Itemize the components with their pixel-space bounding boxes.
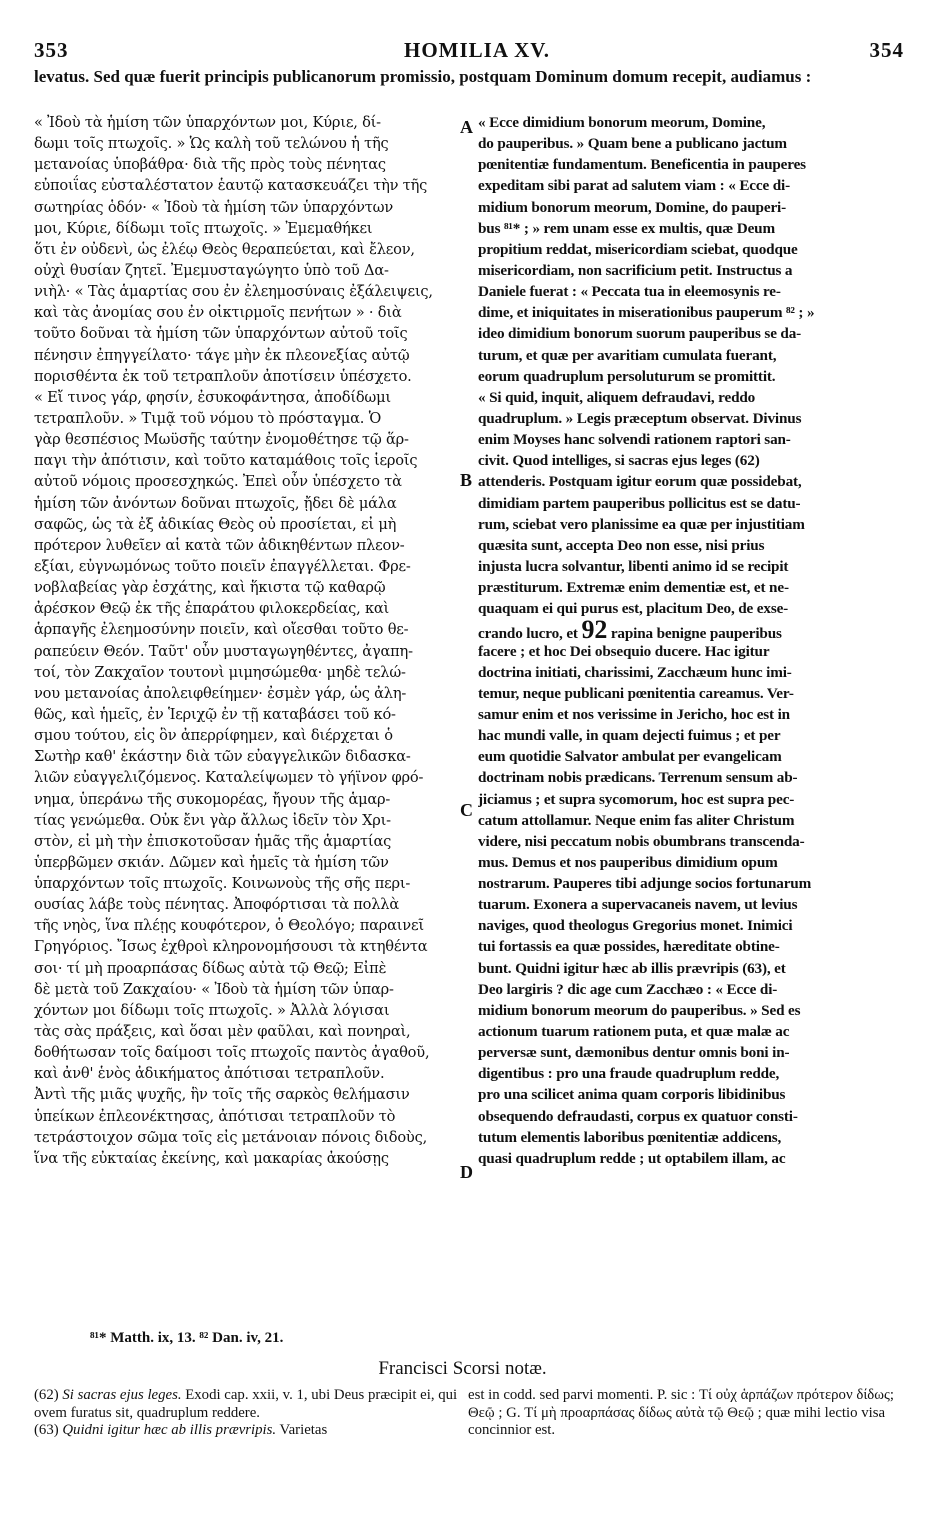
- greek-column: [34, 112, 459, 1169]
- greek-line: τετράστοιχον σῶμα τοῖς εἰς μετάνοιαν πόνοις διδοὺς,: [34, 1128, 428, 1146]
- latin-line-prefix: crando lucro, et: [478, 625, 582, 641]
- margin-letter-d: D: [460, 1162, 473, 1182]
- latin-line: jiciamus ; et supra sycomorum, hoc est supra pec-: [478, 790, 795, 808]
- margin-letter-c: C: [460, 800, 473, 820]
- latin-line: Daniele fuerat : « Peccata tua in eleemosynis re-: [478, 283, 781, 301]
- greek-line: σμου τούτου, εἰς ὃν ἀπερρίφημεν, καὶ διέρχεται ὁ: [34, 727, 393, 745]
- greek-line: νου μετανοίας ἀπολειφθείημεν· ἐσμὲν γάρ, ὡς ἀλη-: [34, 684, 407, 702]
- notes-title: Francisci Scorsi notæ.: [378, 1358, 547, 1379]
- greek-line: δὲ μετὰ τοῦ Ζακχαίου· « Ἰδοὺ τὰ ἡμίση τῶν ὑπαρ-: [34, 980, 394, 998]
- latin-line: præstiturum. Extremæ enim dementiæ est, et ne-: [478, 579, 789, 597]
- greek-line: νημα, ὑπεράνω τῆς συκομορέας, ἤγουν τῆς ἁμαρ-: [34, 790, 391, 808]
- latin-line: facere ; et hoc Dei obsequio ducere. Hac igitur: [478, 642, 770, 660]
- greek-line: καὶ ἀνθ' ἑνὸς ἀδικήματος ἀπότισαι τετραπλοῦν.: [34, 1065, 385, 1083]
- latin-line: bus ⁸¹* ; » rem unam esse ex multis, quæ Deum: [478, 219, 775, 237]
- latin-line: « Si quid, inquit, aliquem defraudavi, reddo: [478, 388, 756, 406]
- greek-line: δοθήτωσαν τοῖς δαίμοσι τοῖς πτωχοῖς παντὸς ἀγαθοῦ,: [34, 1044, 430, 1062]
- latin-line: dimidiam partem pauperibus pollicitus est se datu-: [478, 494, 801, 512]
- latin-line: actionum tuarum rationem puta, et quæ malæ ac: [478, 1023, 790, 1041]
- greek-line: τῆς νηὸς, ἵνα πλέῃς κουφότερον, ὁ Θεολόγο; παραινεῖ: [34, 917, 424, 935]
- greek-line: σαφῶς, ὡς τὰ ἐξ ἀδικίας Θεὸς οὐ προσίεται, εἰ μὴ: [34, 515, 397, 533]
- greek-line: πένησιν ἐπηγγείλατο· τάγε μὴν ἐκ πλεονεξίας αὐτῷ: [34, 346, 410, 364]
- note-62-lemma: Si sacras ejus leges.: [62, 1387, 182, 1403]
- greek-line: ραπεύειν Θεόν. Ταῦτ' οὖν μυσταγωγηθέντες, ἀγαπη-: [34, 642, 413, 660]
- latin-line: videre, nisi peccatum nobis obumbrans transcenda-: [478, 832, 805, 850]
- greek-line: εξίαι, εὐγνωμόνως τοῦτο ποιεῖν ἐπαγγέλλεται. Φρε-: [34, 557, 411, 575]
- greek-line: αὐτοῦ νόμοις προσεσχηκώς. Ἐπεὶ οὖν ὑπέσχετο τὰ: [34, 473, 402, 491]
- running-header: [34, 38, 904, 64]
- greek-line: ἀρέσκον Θεῷ ἐκ τῆς ἐπαράτου φιλοκερδείας, καὶ: [34, 600, 390, 618]
- greek-line: λιῶν εὐαγγελιζόμενος. Καταλείψωμεν τὸ γήϊνον φρό-: [34, 769, 424, 787]
- latin-line: attenderis. Postquam igitur eorum quæ possidebat,: [478, 473, 802, 491]
- greek-line: τὰς σὰς πράξεις, καὶ ὅσαι μὲν φαῦλαι, καὶ πονηραὶ,: [34, 1023, 411, 1041]
- page-title: HOMILIA XV.: [404, 38, 550, 62]
- latin-line: eorum quadruplum persoluturum se promittit.: [478, 367, 776, 385]
- latin-line: propitium reddat, misericordiam sciebat, quodque: [478, 240, 798, 258]
- page-number-left: 353: [34, 38, 69, 62]
- latin-line: catum attollamur. Neque enim fas aliter Christum: [478, 811, 795, 829]
- latin-line: tui fortassis ea quæ possides, hæreditate obtine-: [478, 938, 780, 956]
- latin-line: digentibus : pro una fraude quadruplum redde,: [478, 1065, 780, 1083]
- note-62-text: Exodi cap. xxii, v. 1, ubi Deus præcipit ei, qui ovem furatus sit, quadruplum reddere.: [34, 1387, 458, 1421]
- greek-line: στὸν, εἰ μὴ τὴν ἐπισκοτοῦσαν ἡμᾶς τῆς ἁμαρτίας: [34, 832, 392, 850]
- greek-line: γὰρ θεσπέσιος Μωϋσῆς ταύτην ἐνομοθέτησε τῷ ἅρ-: [34, 431, 409, 449]
- page-number-right: 354: [869, 38, 904, 62]
- latin-line: doctrina initiati, charissimi, Zacchæum hunc imi-: [478, 663, 792, 681]
- latin-column: [478, 112, 892, 1169]
- latin-line: perversæ sunt, dæmonibus dentur omnis boni in-: [478, 1044, 790, 1062]
- greek-line: τοῦτο δοῦναι τὰ ἡμίση τῶν ὑπαρχόντων αὐτοῦ τοῖς: [34, 325, 408, 343]
- footnotes-left: [34, 1387, 459, 1440]
- latin-line: do pauperibus. » Quam bene a publicano jactum: [478, 135, 787, 153]
- greek-line: « Ἰδοὺ τὰ ἡμίση τῶν ὑπαρχόντων μοι, Κύριε, δί-: [34, 114, 381, 131]
- note-63-text: Varietas: [276, 1422, 328, 1438]
- latin-line: midium bonorum meorum do pauperibus. » Sed es: [478, 1001, 801, 1019]
- greek-line: παγι τὴν ἀπότισιν, καὶ τοῦτο καταμάθοις τοῖς ἱεροῖς: [34, 452, 418, 470]
- latin-line: tuarum. Exonera a supervacaneis navem, ut levius: [478, 896, 798, 914]
- greek-line: δωμι τοῖς πτωχοῖς. » Ὡς καλὴ τοῦ τελώνου ἡ τῆς: [34, 135, 389, 153]
- greek-line: θῶς, καὶ ἡμεῖς, ἐν Ἱεριχῷ ἐν τῇ καταβάσει τοῦ κό-: [34, 705, 396, 723]
- greek-line: καὶ τὰς ἀνομίας σου ἐν οἰκτιρμοῖς πενήτων » · διὰ: [34, 304, 402, 322]
- latin-line-suffix: rapina benigne pauperibus: [607, 625, 782, 641]
- margin-letter-b: B: [460, 470, 473, 490]
- latin-line: mus. Demus et nos pauperibus dimidium opum: [478, 853, 778, 871]
- latin-line: turum, et quæ per avaritiam cumulata fuerant,: [478, 346, 777, 364]
- latin-line: civit. Quod intelliges, si sacras ejus leges (62): [478, 452, 760, 470]
- latin-line: hac mundi valle, in quam dejecti fuimus ; et per: [478, 727, 781, 745]
- note-62-label: (62): [34, 1387, 59, 1403]
- greek-line: εὐποιΐας εὐσταλέστατον ἑαυτῷ κατασκευάζει τὴν τῆς: [34, 177, 428, 195]
- latin-line: dime, et iniquitates in miserationibus pauperum ⁸² ; »: [478, 304, 815, 322]
- latin-line: Deo largiris ? dic age cum Zacchæo : « Ecce di-: [478, 980, 778, 998]
- greek-line: ὑπείκων ἐπλεονέκτησας, ἀπότισαι τετραπλοῦν τὸ: [34, 1107, 396, 1125]
- latin-line: temur, neque publicani pœnitentia careamus. Ver-: [478, 684, 794, 702]
- greek-line: τοί, τὸν Ζακχαῖον τουτονὶ μιμησώμεθα· μηδὲ τελώ-: [34, 663, 406, 681]
- greek-line: ἁρπαγῆς ἐλεημοσύνην ποιεῖν, καὶ οἴεσθαι τοῦτο θε-: [34, 621, 409, 639]
- greek-line: νιὴλ· « Τὰς ἁμαρτίας σου ἐν ἐλεημοσύναις ἐξάλειψεις,: [34, 283, 433, 301]
- greek-line: Γρηγόριος. Ἴσως ἐχθροὶ κληρονομήσουσι τὰ κτηθέντα: [34, 938, 428, 956]
- latin-line: pœnitentiæ fundamentum. Beneficentia in pauperes: [478, 156, 806, 174]
- note-63-lemma: Quidni igitur hæc ab illis prævripis.: [62, 1422, 277, 1438]
- latin-line: obsequendo defraudasti, corpus ex quatuor consti-: [478, 1107, 798, 1125]
- greek-line: χόντων μοι δίδωμι τοῖς πτωχοῖς. » Ἀλλὰ λόγισαι: [34, 1001, 390, 1019]
- greek-line: τετραπλοῦν. » Τιμᾷ τοῦ νόμου τὸ πρόσταγμα. Ὁ: [34, 409, 382, 427]
- intro-paragraph: levatus. Sed quæ fuerit principis publicanorum promissio, postquam Dominum domum recepit, audiamus :: [34, 67, 812, 86]
- greek-line: μετανοίας ὑποβάθρα· διὰ τῆς πρὸς τοὺς πένητας: [34, 156, 386, 174]
- greek-line: νοβλαβείας γὰρ ἐσχάτης, καὶ ἥκιστα τῷ καθαρῷ: [34, 579, 386, 597]
- greek-line: σωτηρίας ὁδόν· « Ἰδοὺ τὰ ἡμίση τῶν ὑπαρχόντων: [34, 198, 394, 216]
- latin-line: quaquam ei qui purus est, placitum Deo, de exse-: [478, 600, 789, 618]
- latin-line: doctrinam nobis prædicans. Terrenum sensum ab-: [478, 769, 798, 787]
- latin-line: tutum elementis laboribus pœnitentiæ addicens,: [478, 1128, 782, 1146]
- greek-line: ὑπερβῶμεν σκιάν. Δῶμεν καὶ ἡμεῖς τὰ ἡμίση τῶν: [34, 853, 389, 871]
- greek-line: ἵνα τῆς εὐκταίας ἐκείνης, καὶ μακαρίας ἀκούσῃς: [34, 1149, 389, 1167]
- latin-line: naviges, quod theologus Gregorius monet. Inimici: [478, 917, 793, 935]
- latin-line: enim Moyses hanc solvendi rationem raptori san-: [478, 431, 791, 449]
- greek-line: οὐχὶ θυσίαν ζητεῖ. Ἐμεμυσταγώγητο ὑπὸ τοῦ Δα-: [34, 261, 389, 279]
- latin-line: bunt. Quidni igitur hæc ab illis prævripis (63), et: [478, 959, 786, 977]
- greek-line: πορισθέντα ἐκ τοῦ τετραπλοῦν ἀποτίσειν ὑπέσχετο.: [34, 367, 412, 385]
- greek-line: πρότερον λυθεῖεν αἱ κατὰ τῶν ἀδικηθέντων πλεον-: [34, 536, 405, 554]
- greek-line: « Εἴ τινος γάρ, φησίν, ἐσυκοφάντησα, ἀποδίδωμι: [34, 388, 391, 406]
- greek-line: ουσίας λάβε τοὺς πένητας. Ἀποφόρτισαι τὰ πολλὰ: [34, 896, 400, 914]
- latin-line: [478, 619, 892, 640]
- greek-line: ὑπαρχόντων τοῖς πτωχοῖς. Κοινωνοὺς τῆς σῆς περι-: [34, 875, 411, 893]
- latin-line: ideo dimidium bonorum suorum pauperibus se da-: [478, 325, 802, 343]
- greek-line: τίας γενώμεθα. Οὐκ ἔνι γὰρ ἄλλως ἰδεῖν τὸν Χρι-: [34, 811, 391, 829]
- greek-line: Ἀντὶ τῆς μιᾶς ψυχῆς, ἣν τοῖς τῆς σαρκὸς θελήμασιν: [34, 1086, 410, 1104]
- latin-line: injusta lucra solvantur, libenti animo id se recipit: [478, 557, 789, 575]
- column-number-marker: 92: [581, 619, 608, 641]
- greek-line: ἡμίση τῶν ἀνόντων δοῦναι πτωχοῖς, ᾔδει δὲ μάλα: [34, 494, 397, 512]
- latin-line: samur enim et nos verissime in Jericho, hoc est in: [478, 705, 790, 723]
- greek-line: Σωτὴρ καθ' ἑκάστην διὰ τῶν εὐαγγελικῶν διδασκα-: [34, 748, 411, 766]
- latin-line: midium bonorum meorum, Domine, do pauperi-: [478, 198, 787, 216]
- latin-line: « Ecce dimidium bonorum meorum, Domine,: [478, 114, 766, 131]
- latin-line: expeditam sibi parat ad salutem viam : « Ecce di-: [478, 177, 790, 195]
- latin-line: pro una scilicet anima quam corporis libidinibus: [478, 1086, 786, 1104]
- footnotes-right: est in codd. sed parvi momenti. P. sic : Τί οὐχ ἁρπάζων πρότερον δίδως; Θεῷ ; G. Τί μὴ προαρπάσας δίδως αὐτὰ τῷ Θεῷ ; quæ mihi lectio visa concinnior est.: [468, 1387, 894, 1438]
- latin-line: quadruplum. » Legis præceptum observat. Divinus: [478, 409, 802, 427]
- margin-letter-a: A: [460, 117, 473, 137]
- greek-line: ὅτι ἐν οὐδενὶ, ὡς ἐλέῳ Θεὸς θεραπεύεται, καὶ ἔλεον,: [34, 240, 415, 258]
- latin-line: rum, sciebat vero planissime ea quæ per injustitiam: [478, 515, 805, 533]
- latin-line: quasi quadruplum redde ; ut optabilem illam, ac: [478, 1149, 786, 1167]
- greek-line: σοι· τί μὴ προαρπάσας δίδως αὐτὰ τῷ Θεῷ; Εἰπὲ: [34, 959, 387, 977]
- greek-line: μοι, Κύριε, δίδωμι τοῖς πτωχοῖς. » Ἐμεμαθήκει: [34, 219, 373, 237]
- latin-line: eum quotidie Salvator ambulat per evangelicam: [478, 748, 782, 766]
- latin-line: nostrarum. Pauperes tibi adjunge socios fortunarum: [478, 875, 812, 893]
- note-63-label: (63): [34, 1422, 59, 1438]
- latin-line: misericordiam, non sacrificium petit. Instructus a: [478, 261, 793, 279]
- scripture-references: ⁸¹* Matth. ix, 13. ⁸² Dan. iv, 21.: [90, 1330, 284, 1346]
- latin-line: quæsita sunt, accepta Deo non esse, nisi prius: [478, 536, 765, 554]
